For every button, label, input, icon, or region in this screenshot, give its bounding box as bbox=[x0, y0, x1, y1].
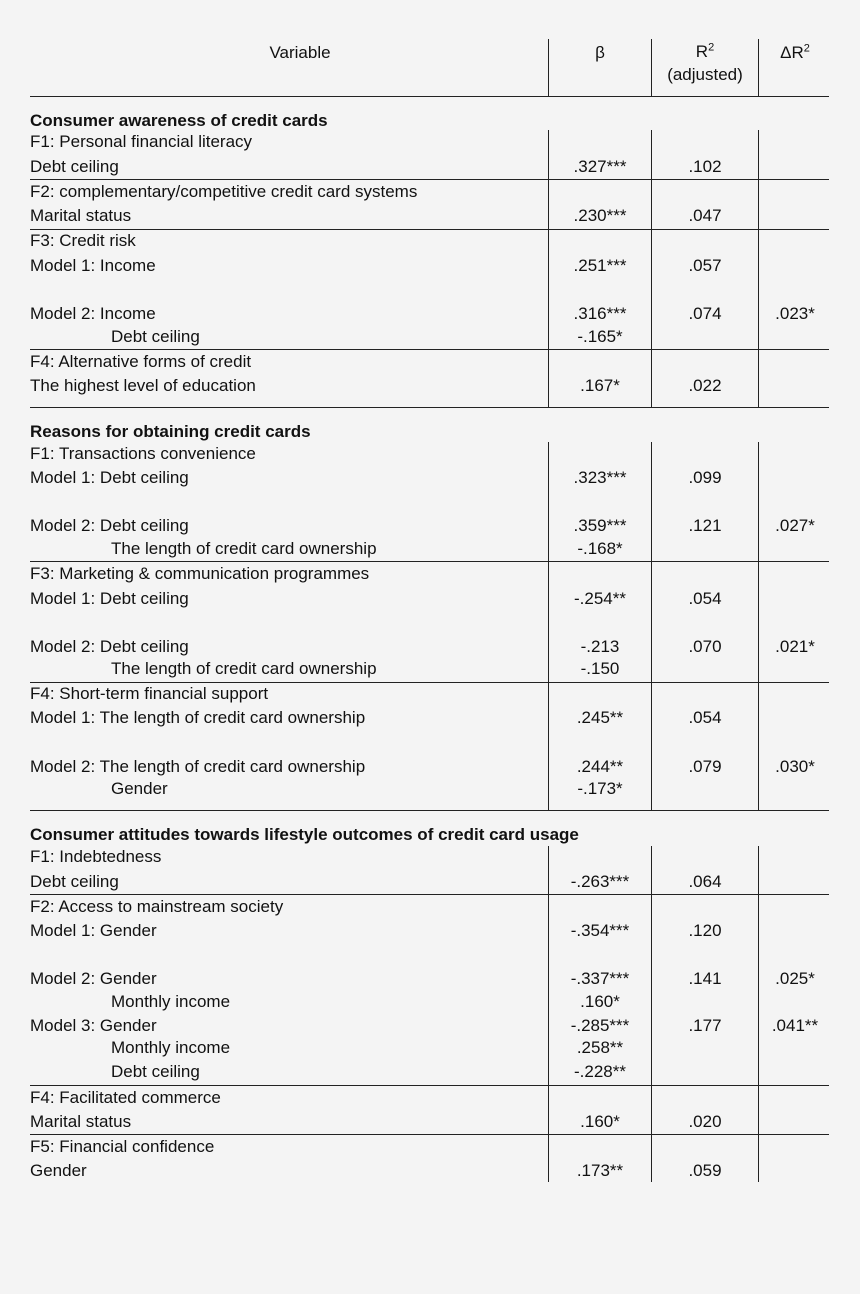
factor-label: F1: Personal financial literacy bbox=[30, 132, 253, 151]
row-label: Marital status bbox=[30, 206, 132, 225]
beta-value: .167* bbox=[580, 376, 620, 395]
section-rule bbox=[30, 407, 829, 408]
header-divider bbox=[758, 39, 759, 96]
row-label: Monthly income bbox=[111, 992, 231, 1011]
beta-value: -.337*** bbox=[570, 969, 630, 988]
column-divider bbox=[758, 442, 759, 810]
r2-value: .059 bbox=[688, 1161, 722, 1180]
r2-value: .020 bbox=[688, 1112, 722, 1131]
column-divider bbox=[548, 130, 549, 407]
factor-label: F3: Marketing & communication programmes bbox=[30, 564, 370, 583]
delta-r2-value: .030* bbox=[775, 757, 815, 776]
row-rule bbox=[30, 682, 829, 683]
beta-value: .327*** bbox=[573, 157, 627, 176]
beta-value: .244** bbox=[576, 757, 624, 776]
header-delta-r2: $\Delta R^2$ bbox=[780, 42, 810, 62]
column-divider bbox=[651, 442, 652, 810]
factor-label: F5: Financial confidence bbox=[30, 1137, 215, 1156]
header-r2-adjusted: (adjusted) bbox=[667, 65, 743, 84]
r2-value: .079 bbox=[688, 757, 722, 776]
row-label: Debt ceiling bbox=[30, 872, 119, 891]
r2-value: .064 bbox=[688, 872, 722, 891]
r2-value: .121 bbox=[688, 516, 722, 535]
factor-label: F2: complementary/competitive credit card systems bbox=[30, 182, 418, 201]
row-rule bbox=[30, 561, 829, 562]
r2-value: .022 bbox=[688, 376, 722, 395]
row-label: Model 2: Income bbox=[30, 304, 156, 323]
r2-value: .120 bbox=[688, 921, 722, 940]
row-label: Monthly income bbox=[111, 1038, 231, 1057]
beta-value: -.150 bbox=[580, 659, 620, 678]
row-label: Model 1: The length of credit card ownership bbox=[30, 708, 366, 727]
row-label: The length of credit card ownership bbox=[111, 659, 377, 678]
factor-label: F3: Credit risk bbox=[30, 231, 136, 250]
beta-value: -.354*** bbox=[570, 921, 630, 940]
row-label: Model 1: Debt ceiling bbox=[30, 468, 189, 487]
header-variable: Variable bbox=[269, 43, 331, 62]
delta-r2-value: .041** bbox=[771, 1016, 819, 1035]
delta-r2-value: .027* bbox=[775, 516, 815, 535]
factor-label: F2: Access to mainstream society bbox=[30, 897, 284, 916]
beta-value: .230*** bbox=[573, 206, 627, 225]
header-r2: $R^2$ bbox=[695, 41, 715, 61]
section-title: Consumer attitudes towards lifestyle outcomes of credit card usage bbox=[30, 825, 579, 844]
beta-value: -.165* bbox=[577, 327, 623, 346]
r2-value: .054 bbox=[688, 708, 722, 727]
header-divider bbox=[548, 39, 549, 96]
row-rule bbox=[30, 229, 829, 230]
beta-value: -.168* bbox=[577, 539, 623, 558]
beta-value: -.285*** bbox=[570, 1016, 630, 1035]
factor-label: F1: Indebtedness bbox=[30, 847, 162, 866]
beta-value: -.263*** bbox=[570, 872, 630, 891]
factor-label: F4: Alternative forms of credit bbox=[30, 352, 252, 371]
row-label: The length of credit card ownership bbox=[111, 539, 377, 558]
column-divider bbox=[758, 130, 759, 407]
factor-label: F1: Transactions convenience bbox=[30, 444, 256, 463]
column-divider bbox=[548, 846, 549, 1182]
row-rule bbox=[30, 1085, 829, 1086]
row-label: Model 1: Income bbox=[30, 256, 156, 275]
r2-value: .054 bbox=[688, 589, 722, 608]
header-beta: β bbox=[595, 43, 605, 62]
beta-value: .359*** bbox=[573, 516, 627, 535]
row-label: Model 2: Debt ceiling bbox=[30, 516, 189, 535]
header-divider bbox=[651, 39, 652, 96]
r2-value: .177 bbox=[688, 1016, 722, 1035]
row-rule bbox=[30, 349, 829, 350]
row-label: Gender bbox=[30, 1161, 87, 1180]
r2-value: .047 bbox=[688, 206, 722, 225]
section-title: Reasons for obtaining credit cards bbox=[30, 422, 311, 441]
r2-value: .057 bbox=[688, 256, 722, 275]
factor-label: F4: Short-term financial support bbox=[30, 684, 269, 703]
beta-value: -.213 bbox=[580, 637, 620, 656]
beta-value: .323*** bbox=[573, 468, 627, 487]
r2-value: .102 bbox=[688, 157, 722, 176]
row-label: Debt ceiling bbox=[30, 157, 119, 176]
column-divider bbox=[651, 846, 652, 1182]
beta-value: -.254** bbox=[574, 589, 626, 608]
column-divider bbox=[548, 442, 549, 810]
beta-value: .160* bbox=[580, 1112, 620, 1131]
section-rule bbox=[30, 810, 829, 811]
section-title: Consumer awareness of credit cards bbox=[30, 111, 328, 130]
r2-value: .074 bbox=[688, 304, 722, 323]
row-label: Model 2: Debt ceiling bbox=[30, 637, 189, 656]
beta-value: .258** bbox=[576, 1038, 624, 1057]
row-label: Model 3: Gender bbox=[30, 1016, 157, 1035]
row-label: Model 2: Gender bbox=[30, 969, 157, 988]
row-rule bbox=[30, 179, 829, 180]
r2-value: .070 bbox=[688, 637, 722, 656]
header-rule bbox=[30, 96, 829, 97]
delta-r2-value: .023* bbox=[775, 304, 815, 323]
beta-value: .160* bbox=[580, 992, 620, 1011]
r2-value: .141 bbox=[688, 969, 722, 988]
row-label: Model 1: Gender bbox=[30, 921, 157, 940]
column-divider bbox=[651, 130, 652, 407]
beta-value: .316*** bbox=[573, 304, 627, 323]
beta-value: -.228** bbox=[574, 1062, 626, 1081]
beta-value: -.173* bbox=[577, 779, 623, 798]
row-label: The highest level of education bbox=[30, 376, 256, 395]
delta-r2-value: .021* bbox=[775, 637, 815, 656]
row-label: Gender bbox=[111, 779, 168, 798]
delta-r2-value: .025* bbox=[775, 969, 815, 988]
row-label: Model 2: The length of credit card ownership bbox=[30, 757, 366, 776]
row-label: Debt ceiling bbox=[111, 1062, 200, 1081]
row-rule bbox=[30, 894, 829, 895]
beta-value: .245** bbox=[576, 708, 624, 727]
column-divider bbox=[758, 846, 759, 1182]
beta-value: .251*** bbox=[573, 256, 627, 275]
row-label: Debt ceiling bbox=[111, 327, 200, 346]
r2-value: .099 bbox=[688, 468, 722, 487]
factor-label: F4: Facilitated commerce bbox=[30, 1088, 221, 1107]
row-label: Marital status bbox=[30, 1112, 132, 1131]
row-label: Model 1: Debt ceiling bbox=[30, 589, 189, 608]
row-rule bbox=[30, 1134, 829, 1135]
beta-value: .173** bbox=[576, 1161, 624, 1180]
